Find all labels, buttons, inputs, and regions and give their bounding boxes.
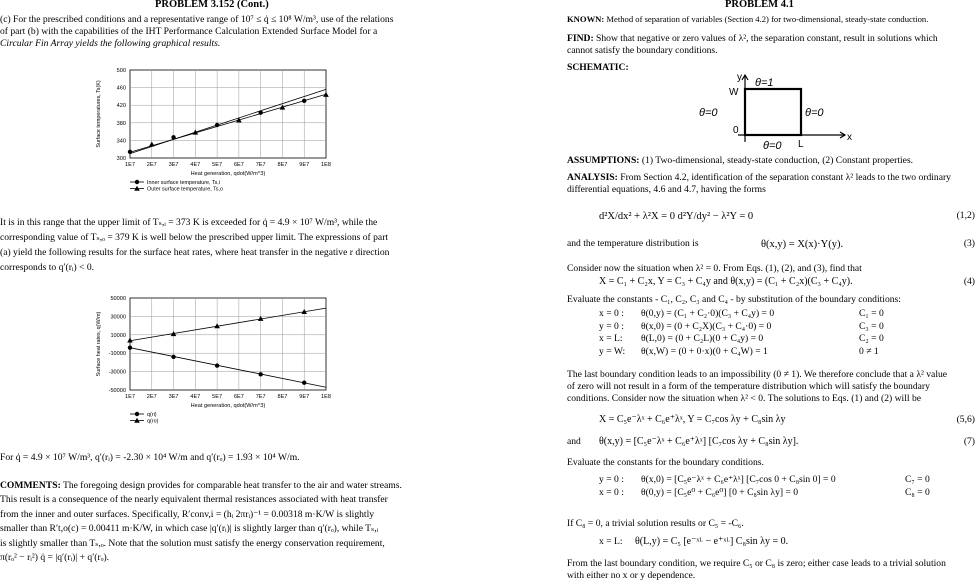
bc1-expression: θ(L,0) = (0 + C₂L)(0 + C₄y) = 0 — [641, 333, 764, 344]
intro-paragraph — [0, 14, 485, 50]
x-tick-label: 1E8 — [321, 394, 331, 400]
equation-7-and: and — [567, 436, 581, 447]
data-point — [215, 363, 219, 367]
bc1-row — [599, 308, 959, 321]
x-tick-label: 1E7 — [125, 394, 135, 400]
assumptions-text: (1) Two-dimensional, steady-state conduction, (2) Constant properties. — [639, 155, 914, 166]
bc2-result: C₈ = 0 — [905, 486, 930, 498]
boundary-condition-table-2 — [599, 474, 969, 499]
schematic-l-label: L — [798, 139, 804, 150]
final-paragraph — [567, 558, 975, 582]
y-tick-label: 460 — [116, 85, 126, 92]
right-page-title: PROBLEM 4.1 — [725, 0, 794, 10]
data-point — [302, 380, 306, 384]
x-tick-label: 2E7 — [146, 162, 157, 168]
equation-4-number: (4) — [963, 276, 975, 287]
y-tick-label: 300 — [116, 156, 126, 162]
find-paragraph — [567, 33, 975, 57]
x-axis-label: Heat generation, qdot(W/m^3) — [190, 171, 266, 177]
equation-l-condition: x = L: — [599, 536, 623, 547]
bc2-row — [599, 474, 969, 487]
y-tick-label: 340 — [116, 138, 126, 145]
y-tick-label: -50000 — [108, 388, 126, 394]
bc1-result: C₁ = 0 — [859, 308, 884, 319]
schematic-y-label: y — [737, 72, 742, 83]
bc1-row — [599, 333, 959, 346]
c8-text: If C₈ = 0, a trivial solution results or C₅ = -C₆. — [567, 518, 744, 529]
comments-line-1: The foregoing design provides for comparable heat transfer to the air and water streams. — [60, 480, 402, 491]
range-paragraph — [0, 216, 485, 275]
bc2-condition: x = 0 : — [599, 486, 624, 498]
series-line — [130, 348, 326, 388]
assumptions-line — [567, 155, 975, 167]
bc1-row — [599, 346, 959, 359]
x-tick-label: 5E7 — [212, 162, 223, 168]
bc1-expression: θ(0,y) = (C₁ + C₂·0)(C₃ + C₄y) = 0 — [641, 308, 775, 319]
x-tick-label: 2E7 — [146, 394, 157, 400]
bc1-condition: x = L: — [599, 333, 623, 344]
find-text-1: Show that negative or zero values of λ², the separation constant, result in solutions which — [593, 33, 938, 44]
legend-marker — [135, 180, 139, 184]
equation-5-6: X = C₅e⁻λˣ + C₆e⁺λˣ, Y = C₇cos λy + C₈sin λy — [599, 414, 786, 425]
intro-line-1: (c) For the prescribed conditions and a representative range of 10⁷ ≤ q̇ ≤ 10⁸ W/m³, use of the relations — [0, 14, 394, 25]
x-tick-label: 4E7 — [190, 162, 201, 168]
bc1-result: 0 ≠ 1 — [859, 345, 879, 357]
x-tick-label: 6E7 — [233, 394, 244, 400]
data-point — [127, 338, 133, 343]
result-line: For q̇ = 4.9 × 10⁷ W/m³, q′(rᵢ) = -2.30 × 10⁴ W/m and q′(rₒ) = 1.93 × 10⁴ W/m. — [0, 452, 300, 463]
legend-entry: Inner surface temperature, Ts,i — [147, 180, 221, 186]
equation-3-number: (3) — [963, 238, 975, 249]
bc1-row — [599, 321, 959, 334]
series-line — [130, 308, 326, 341]
range-line-1: It is in this range that the upper limit of Tₛ,ᵢ = 373 K is exceeded for q̇ = 4.9 × 10⁷ W/m³, while the — [0, 217, 378, 228]
bc2-result: C₇ = 0 — [905, 474, 930, 485]
plot-frame — [130, 298, 326, 390]
comments-paragraph — [0, 479, 485, 565]
y-axis-label: Surface temperatures, Ts(K) — [96, 80, 102, 148]
data-point — [171, 355, 175, 359]
x-tick-label: 9E7 — [299, 162, 310, 168]
assumptions-label: ASSUMPTIONS: — [567, 155, 640, 166]
plot-frame — [130, 70, 326, 158]
temp-distribution-text: and the temperature distribution is — [567, 238, 699, 249]
legend-entry: q(ro) — [147, 418, 159, 425]
equation-3: θ(x,y) = X(x)·Y(y). — [761, 239, 844, 250]
x-tick-label: 1E7 — [125, 162, 135, 168]
boundary-condition-table-1 — [599, 308, 959, 358]
bc1-condition: x = 0 : — [599, 308, 624, 319]
x-tick-label: 3E7 — [168, 162, 179, 168]
y-tick-label: 30000 — [110, 314, 126, 321]
comments-label: COMMENTS: — [0, 480, 61, 491]
equation-7-number: (7) — [963, 436, 975, 447]
schematic-x-label: x — [847, 132, 852, 143]
y-tick-label: 500 — [116, 68, 126, 74]
x-tick-label: 7E7 — [255, 162, 266, 168]
lambda-zero-text: Consider now the situation when λ² = 0. From Eqs. (1), (2), and (3), find that — [567, 263, 862, 274]
series-line — [130, 89, 326, 153]
known-line — [567, 14, 975, 25]
y-axis-label: Surface heat rates, q(W/m) — [96, 311, 102, 377]
bc1-expression: θ(x,0) = (0 + C₂X)(C₃ + C₄·0) = 0 — [641, 320, 772, 332]
last-bc-line-3: conditions. Consider now the situation when λ² < 0. The solutions to Eqs. (1) and (2) will be — [567, 392, 922, 404]
legend-entry: Outer surface temperature, Ts,o — [147, 186, 224, 193]
bc1-result: C₃ = 0 — [859, 320, 884, 332]
evaluate-constants-text: Evaluate the constants - C₁, C₂, C₃ and C₄ - by substitution of the boundary conditions: — [567, 294, 901, 305]
y-tick-label: 420 — [116, 103, 126, 110]
comments-line-2: This result is a consequence of the nearly equivalent thermal resistances associated with heat transfer — [0, 494, 388, 506]
known-label: KNOWN: — [567, 14, 605, 24]
legend-entry: q(ri) — [147, 412, 157, 418]
comments-line-5: is slightly smaller than Tₛ,ₒ. Note that the solution must satisfy the energy conservation requirement, — [0, 537, 385, 549]
data-point — [149, 142, 155, 147]
analysis-label: ANALYSIS: — [567, 172, 618, 183]
data-point — [236, 117, 242, 122]
left-page-title: PROBLEM 3.152 (Cont.) — [155, 0, 269, 10]
bc2-condition: y = 0 : — [599, 474, 624, 485]
data-point — [128, 345, 132, 349]
equation-4: X = C₁ + C₂x, Y = C₃ + C₄y and θ(x,y) = (C₁ + C₂x)(C₃ + C₄y). — [599, 276, 853, 287]
analysis-paragraph — [567, 172, 975, 196]
bc2-row — [599, 487, 969, 500]
last-bc-paragraph — [567, 369, 975, 405]
analysis-text-2: differential equations, 4.6 and 4.7, having the forms — [567, 183, 766, 195]
data-point — [258, 372, 262, 376]
equation-l: θ(L,y) = C₅ [e⁻ˣᴸ − e⁺ˣᴸ] C₈sin λy = 0. — [635, 536, 789, 547]
x-tick-label: 3E7 — [168, 394, 179, 400]
bc1-result: C₂ = 0 — [859, 333, 884, 344]
y-tick-label: 380 — [116, 120, 126, 127]
evaluate-bc-text: Evaluate the constants for the boundary conditions. — [567, 457, 764, 468]
y-tick-label: 50000 — [110, 296, 126, 302]
x-tick-label: 5E7 — [212, 394, 223, 400]
surface-heat-rate-chart — [76, 290, 338, 440]
find-text-2: cannot satisfy the boundary conditions. — [567, 44, 718, 56]
bc1-condition: y = W: — [599, 345, 626, 357]
schematic-left-bc: θ=0 — [699, 107, 718, 119]
x-tick-label: 9E7 — [299, 394, 310, 400]
x-tick-label: 4E7 — [190, 394, 201, 400]
bc2-expression: θ(x,0) = [C₅e⁻λˣ + C₆e⁺λˣ] [C₇cos 0 + C₈sin 0] = 0 — [641, 474, 836, 485]
y-tick-label: -10000 — [108, 351, 126, 358]
intro-line-2: of part (b) with the capabilities of the IHT Performance Calculation Extended Surface Model for a — [0, 25, 378, 37]
schematic-w-label: W — [729, 87, 739, 98]
x-axis-label: Heat generation, qdot(W/m^3) — [190, 403, 266, 409]
bc1-expression: θ(x,W) = (0 + 0·x)(0 + C₄W) = 1 — [641, 345, 768, 357]
surface-temperature-chart — [78, 62, 338, 202]
comments-line-6: π(rₒ² − rᵢ²) q̇ = |q′(rᵢ)| + q′(rₒ). — [0, 551, 110, 563]
data-point — [323, 92, 329, 97]
range-line-4: corresponds to q′(rᵢ) < 0. — [0, 261, 95, 273]
comments-line-3: from the inner and outer surfaces. Specifically, R′conv,i = (hᵢ 2πrᵢ)⁻¹ = 0.00318 m·K/W is slightly — [0, 508, 375, 520]
x-tick-label: 6E7 — [233, 162, 244, 168]
x-tick-label: 8E7 — [277, 394, 288, 400]
intro-line-3: Circular Fin Array yields the following graphical results. — [0, 37, 221, 49]
schematic-label: SCHEMATIC: — [567, 62, 629, 73]
schematic-diagram — [697, 70, 857, 152]
legend-marker — [135, 412, 139, 416]
x-tick-label: 1E8 — [321, 162, 331, 168]
find-label: FIND: — [567, 33, 594, 44]
final-line-2: with either no x or y dependence. — [567, 569, 696, 581]
bc2-expression: θ(0,y) = [C₅e⁰ + C₆e⁰] [0 + C₈sin λy] = 0 — [641, 486, 799, 498]
last-bc-line-1: The last boundary condition leads to an impossibility (0 ≠ 1). We therefore conclude that a λ² value — [567, 369, 948, 380]
equation-1-2: d²X/dx² + λ²X = 0 d²Y/dy² − λ²Y = 0 — [599, 211, 754, 222]
x-tick-label: 8E7 — [277, 162, 288, 168]
equation-1-2-number: (1,2) — [956, 210, 975, 221]
y-tick-label: 10000 — [110, 332, 126, 339]
range-line-3: (a) yield the following results for the surface heat rates, where heat transfer in the negative r direction — [0, 246, 390, 258]
data-point — [302, 99, 306, 103]
x-tick-label: 7E7 — [255, 394, 266, 400]
known-text: Method of separation of variables (Section 4.2) for two-dimensional, steady-state conduction. — [604, 14, 929, 24]
equation-7: θ(x,y) = [C₅e⁻λˣ + C₆e⁺λˣ] [C₇cos λy + C₈sin λy]. — [599, 436, 799, 447]
last-bc-line-2: of zero will not result in a form of the temperature distribution which will satisfy the boundary — [567, 380, 930, 392]
y-tick-label: -30000 — [108, 369, 126, 376]
range-line-2: corresponding value of Tₛ,ₒ = 379 K is well below the prescribed upper limit. The expressions of part — [0, 231, 389, 243]
schematic-right-bc: θ=0 — [805, 107, 824, 119]
schematic-top-bc: θ=1 — [755, 77, 774, 89]
analysis-text-1: From Section 4.2, identification of the separation constant λ² leads to the two ordinary — [617, 172, 951, 183]
schematic-bottom-bc: θ=0 — [763, 140, 782, 152]
comments-line-4: smaller than R′t,o(c) = 0.00411 m·K/W, in which case |q′(rᵢ)| is slightly larger than q′(rₒ), while Tₛ,ᵢ — [0, 523, 379, 535]
equation-5-6-number: (5,6) — [956, 414, 975, 425]
bc1-condition: y = 0 : — [599, 320, 624, 332]
schematic-origin-label: 0 — [733, 125, 739, 136]
final-line-1: From the last boundary condition, we require C₅ or C₈ is zero; either case leads to a trivial solution — [567, 558, 946, 569]
schematic-plate — [745, 89, 801, 135]
